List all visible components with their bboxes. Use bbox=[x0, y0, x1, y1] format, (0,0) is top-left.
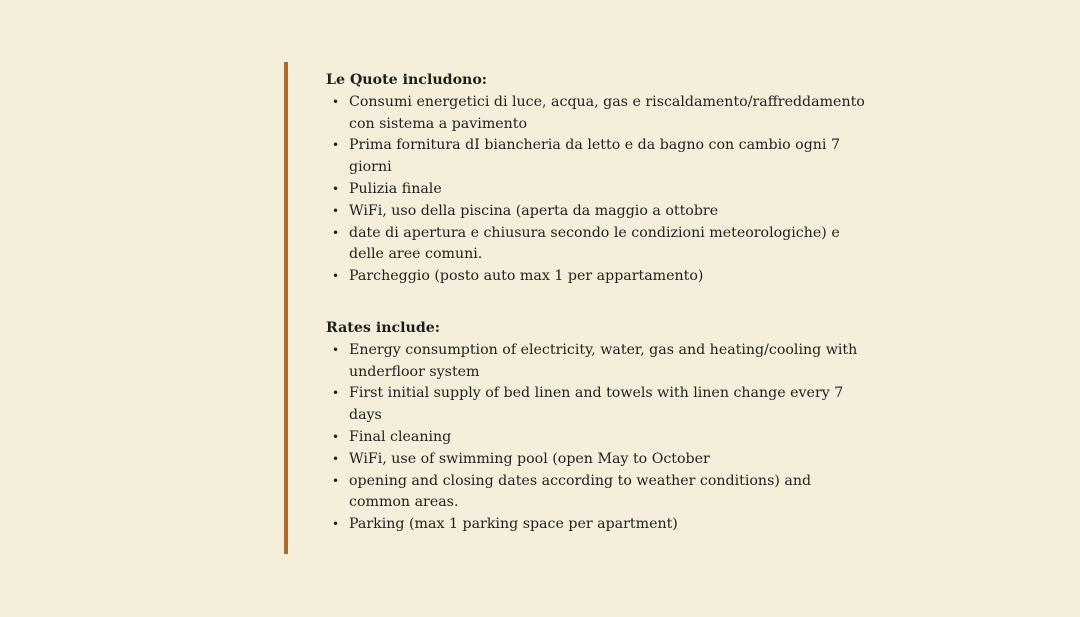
bullet-icon: • bbox=[332, 429, 340, 444]
list-italian bbox=[326, 92, 866, 288]
list-item: • Parcheggio (posto auto max 1 per appartamento) bbox=[326, 266, 866, 288]
bullet-icon: • bbox=[332, 451, 340, 466]
list-item: • Parking (max 1 parking space per apartment) bbox=[326, 514, 866, 536]
list-item: • Consumi energetici di luce, acqua, gas e riscaldamento/raffreddamento con sistema a pavimento bbox=[332, 93, 865, 132]
section-italian bbox=[326, 70, 866, 288]
rates-content bbox=[326, 70, 866, 536]
bullet-icon: • bbox=[332, 269, 340, 284]
list-item: • WiFi, uso della piscina (aperta da maggio a ottobre bbox=[326, 201, 866, 223]
list-item: • Pulizia finale bbox=[326, 179, 866, 201]
bullet-icon: • bbox=[332, 203, 340, 218]
bullet-icon: • bbox=[332, 94, 340, 109]
bullet-icon: • bbox=[332, 181, 340, 196]
list-english bbox=[326, 340, 866, 536]
section-english bbox=[326, 318, 866, 536]
bullet-icon: • bbox=[332, 517, 340, 532]
list-item: • First initial supply of bed linen and towels with linen change every 7 days bbox=[332, 385, 844, 424]
list-item: • date di apertura e chiusura secondo le condizioni meteorologiche) e delle aree comuni. bbox=[332, 224, 840, 263]
list-item: • Prima fornitura dI biancheria da letto e da bagno con cambio ogni 7 giorni bbox=[332, 137, 841, 176]
list-item: • Final cleaning bbox=[326, 427, 866, 449]
accent-bar bbox=[284, 62, 288, 554]
bullet-icon: • bbox=[332, 225, 340, 240]
list-item: • Energy consumption of electricity, water, gas and heating/cooling with underfloor system bbox=[332, 341, 858, 380]
bullet-icon: • bbox=[332, 473, 340, 488]
section-title-italian: Le Quote includono: bbox=[326, 72, 488, 88]
section-title-english: Rates include: bbox=[326, 319, 441, 336]
bullet-icon: • bbox=[332, 342, 340, 357]
bullet-icon: • bbox=[332, 138, 340, 153]
list-item: • opening and closing dates according to weather conditions) and common areas. bbox=[332, 472, 812, 511]
bullet-icon: • bbox=[332, 386, 340, 401]
list-item: • WiFi, use of swimming pool (open May to October bbox=[326, 449, 866, 471]
